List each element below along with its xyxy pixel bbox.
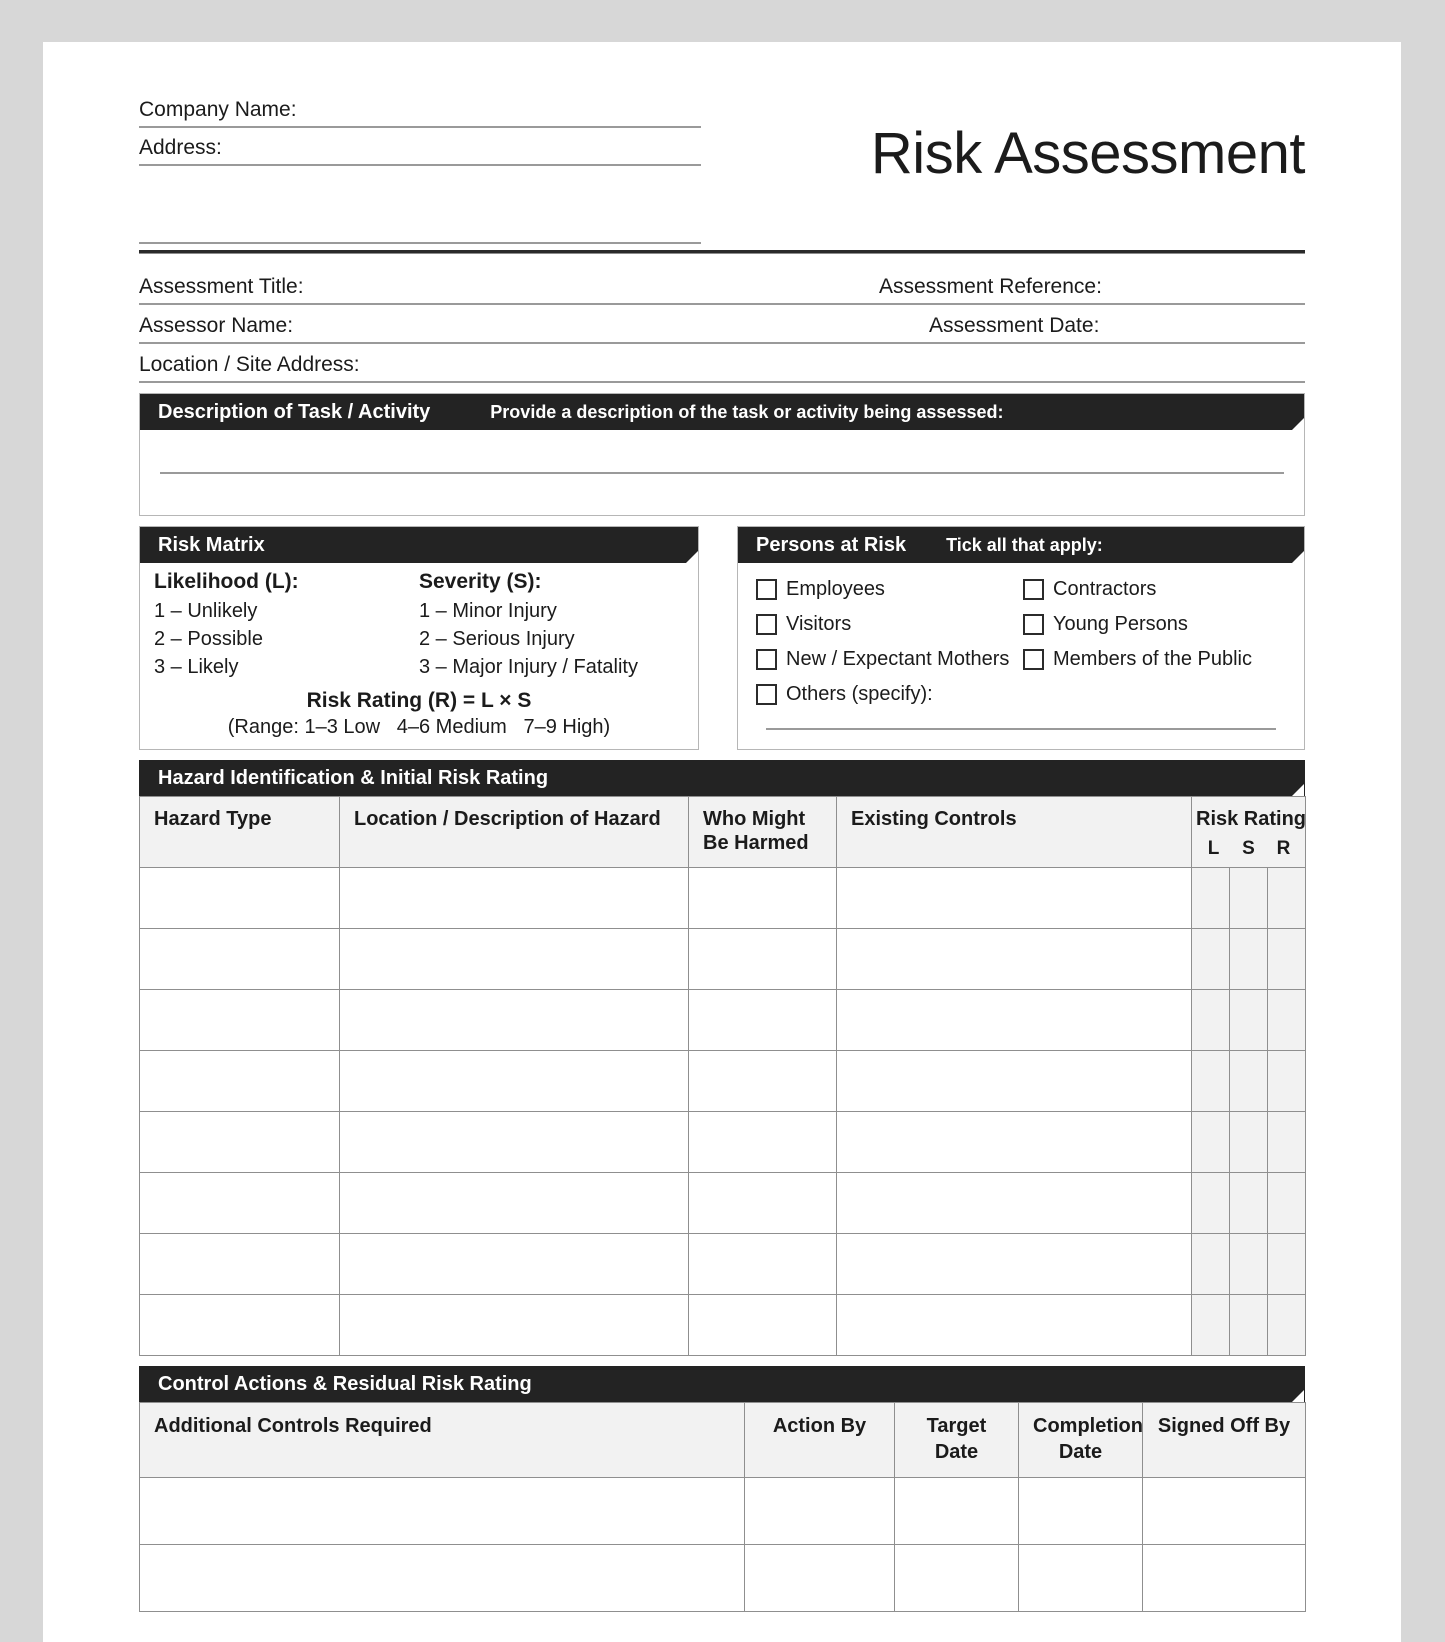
risk-rating-title: Risk Rating (1196, 808, 1307, 830)
checkbox-label-new-expectant-mothers: New / Expectant Mothers (786, 648, 1010, 670)
risk-rating-sub-r: R (1276, 838, 1291, 859)
cell-location[interactable] (340, 1112, 689, 1173)
cell-r[interactable] (1268, 1112, 1306, 1173)
risk-rating-formula: Risk Rating (R) = L × S (306, 689, 532, 712)
cell-r[interactable] (1268, 868, 1306, 929)
cell-controls[interactable] (837, 1173, 1192, 1234)
others-specify-write-line[interactable] (766, 728, 1276, 730)
cell-l[interactable] (1192, 1234, 1230, 1295)
persons-header-bar (738, 527, 1304, 563)
cell-location[interactable] (340, 868, 689, 929)
persons-heading: Persons at Risk (756, 533, 907, 556)
likelihood-heading: Likelihood (L): (154, 570, 299, 593)
severity-item-1: 1 – Minor Injury (419, 600, 557, 622)
cell-location[interactable] (340, 1051, 689, 1112)
persons-prompt: Tick all that apply: (946, 534, 1103, 555)
cell-action-by[interactable] (745, 1545, 895, 1612)
checkbox-row-young-persons[interactable] (1023, 607, 1290, 642)
address-field-line-2[interactable] (139, 206, 701, 244)
cell-location[interactable] (340, 1234, 689, 1295)
checkbox-icon[interactable] (1023, 614, 1044, 635)
cell-who-harmed[interactable] (689, 1112, 837, 1173)
cell-s[interactable] (1230, 868, 1268, 929)
col-header-existing-controls: Existing Controls (837, 797, 1192, 868)
checkbox-row-others[interactable] (756, 677, 1023, 712)
persons-right-column (1023, 572, 1290, 712)
cell-l[interactable] (1192, 990, 1230, 1051)
cell-hazard-type[interactable] (140, 1234, 340, 1295)
control-actions-table (139, 1402, 1306, 1612)
cell-controls[interactable] (837, 1295, 1192, 1356)
table-row[interactable] (140, 1295, 1306, 1356)
description-panel (139, 393, 1305, 516)
col-header-risk-rating (1192, 797, 1306, 868)
cell-who-harmed[interactable] (689, 1173, 837, 1234)
cell-l[interactable] (1192, 1112, 1230, 1173)
checkbox-icon[interactable] (756, 579, 777, 600)
location-row[interactable] (139, 344, 1305, 383)
cell-completion-date[interactable] (1019, 1545, 1143, 1612)
description-heading: Description of Task / Activity (158, 400, 431, 423)
cell-controls[interactable] (837, 1051, 1192, 1112)
cell-s[interactable] (1230, 1112, 1268, 1173)
persons-left-column (756, 572, 1023, 712)
assessor-name-label: Assessor Name: (139, 314, 294, 337)
checkbox-label-others: Others (specify): (786, 683, 933, 705)
document-title: Risk Assessment (870, 121, 1305, 186)
cell-l[interactable] (1192, 1051, 1230, 1112)
cell-hazard-type[interactable] (140, 1173, 340, 1234)
cell-s[interactable] (1230, 929, 1268, 990)
table-row[interactable] (140, 1234, 1306, 1295)
hazard-table-body (140, 868, 1306, 1356)
cell-additional-controls[interactable] (140, 1545, 745, 1612)
checkbox-label-young-persons: Young Persons (1053, 613, 1188, 635)
severity-column (419, 570, 684, 681)
description-write-line (160, 472, 1284, 474)
description-input-area[interactable] (140, 430, 1304, 515)
cell-signed-off-by[interactable] (1143, 1545, 1306, 1612)
cell-s[interactable] (1230, 1051, 1268, 1112)
likelihood-item-2: 2 – Possible (154, 628, 263, 650)
cell-hazard-type[interactable] (140, 929, 340, 990)
cell-target-date[interactable] (895, 1545, 1019, 1612)
checkbox-label-members-of-public: Members of the Public (1053, 648, 1252, 670)
cell-r[interactable] (1268, 1295, 1306, 1356)
persons-body (738, 563, 1304, 736)
cell-l[interactable] (1192, 1173, 1230, 1234)
control-actions-heading: Control Actions & Residual Risk Rating (158, 1373, 532, 1395)
hazard-table-section (139, 760, 1305, 1356)
severity-item-3: 3 – Major Injury / Fatality (419, 656, 638, 678)
hazard-table (139, 796, 1306, 1356)
cell-who-harmed[interactable] (689, 1051, 837, 1112)
table-row[interactable] (140, 1173, 1306, 1234)
persons-at-risk-panel (737, 526, 1305, 750)
risk-rating-sub-s: S (1242, 838, 1255, 859)
control-actions-header-bar (139, 1366, 1305, 1402)
cell-location[interactable] (340, 1295, 689, 1356)
assessment-title-label: Assessment Title: (139, 275, 304, 298)
cell-s[interactable] (1230, 1295, 1268, 1356)
company-name-label: Company Name: (139, 98, 297, 121)
risk-matrix-body (140, 563, 698, 749)
company-name-field[interactable] (139, 90, 701, 128)
severity-heading: Severity (S): (419, 570, 542, 593)
assessment-title-row[interactable] (139, 266, 1305, 305)
col-header-target-date: Target Date (895, 1403, 1019, 1478)
hazard-heading: Hazard Identification & Initial Risk Rating (158, 767, 549, 789)
control-actions-header-row (140, 1403, 1306, 1478)
col-header-action-by: Action By (745, 1403, 895, 1478)
cell-r[interactable] (1268, 1173, 1306, 1234)
cell-who-harmed[interactable] (689, 868, 837, 929)
cell-l[interactable] (1192, 929, 1230, 990)
hazard-header-bar (139, 760, 1305, 796)
checkbox-icon[interactable] (756, 649, 777, 670)
risk-rating-sub-l: L (1207, 838, 1220, 859)
risk-matrix-panel (139, 526, 699, 750)
cell-hazard-type[interactable] (140, 1295, 340, 1356)
address-label: Address: (139, 136, 222, 159)
address-field[interactable] (139, 128, 701, 166)
cell-controls[interactable] (837, 1234, 1192, 1295)
table-row[interactable] (140, 1478, 1306, 1545)
checkbox-row-employees[interactable] (756, 572, 1023, 607)
col-header-signed-off-by: Signed Off By (1143, 1403, 1306, 1478)
document-page (43, 42, 1401, 1642)
cell-l[interactable] (1192, 868, 1230, 929)
likelihood-item-3: 3 – Likely (154, 656, 239, 678)
cell-l[interactable] (1192, 1295, 1230, 1356)
cell-controls[interactable] (837, 929, 1192, 990)
cell-controls[interactable] (837, 990, 1192, 1051)
control-actions-body (140, 1478, 1306, 1612)
description-header-bar (140, 394, 1304, 430)
col-header-completion-date: Completion Date (1019, 1403, 1143, 1478)
severity-item-2: 2 – Serious Injury (419, 628, 575, 650)
col-header-hazard-type: Hazard Type (140, 797, 340, 868)
checkbox-label-visitors: Visitors (786, 613, 852, 635)
likelihood-item-1: 1 – Unlikely (154, 600, 258, 622)
risk-matrix-heading: Risk Matrix (158, 533, 265, 556)
cell-r[interactable] (1268, 1051, 1306, 1112)
cell-r[interactable] (1268, 929, 1306, 990)
cell-location[interactable] (340, 1173, 689, 1234)
checkbox-icon[interactable] (756, 614, 777, 635)
risk-matrix-header-bar (140, 527, 698, 563)
cell-signed-off-by[interactable] (1143, 1478, 1306, 1545)
table-row[interactable] (140, 990, 1306, 1051)
cell-target-date[interactable] (895, 1478, 1019, 1545)
table-row[interactable] (140, 1545, 1306, 1612)
cell-action-by[interactable] (745, 1478, 895, 1545)
col-header-location-description: Location / Description of Hazard (340, 797, 689, 868)
table-row[interactable] (140, 1112, 1306, 1173)
cell-hazard-type[interactable] (140, 868, 340, 929)
cell-completion-date[interactable] (1019, 1478, 1143, 1545)
cell-hazard-type[interactable] (140, 1112, 340, 1173)
cell-location[interactable] (340, 929, 689, 990)
checkbox-icon[interactable] (1023, 649, 1044, 670)
cell-s[interactable] (1230, 1173, 1268, 1234)
col-header-additional-controls: Additional Controls Required (140, 1403, 745, 1478)
page-content (139, 90, 1305, 1612)
matrix-persons-row (139, 526, 1305, 750)
cell-additional-controls[interactable] (140, 1478, 745, 1545)
cell-who-harmed[interactable] (689, 1295, 837, 1356)
table-row[interactable] (140, 929, 1306, 990)
col-header-who-might-be-harmed: Who Might Be Harmed (689, 797, 837, 868)
cell-controls[interactable] (837, 1112, 1192, 1173)
table-row[interactable] (140, 1051, 1306, 1112)
cell-location[interactable] (340, 990, 689, 1051)
risk-rating-range: (Range: 1–3 Low 4–6 Medium 7–9 High) (227, 716, 611, 738)
assessor-name-row[interactable] (139, 305, 1305, 344)
cell-hazard-type[interactable] (140, 1051, 340, 1112)
cell-r[interactable] (1268, 1234, 1306, 1295)
header-divider (139, 250, 1305, 254)
cell-s[interactable] (1230, 990, 1268, 1051)
description-prompt: Provide a description of the task or activity being assessed: (490, 401, 1004, 422)
cell-r[interactable] (1268, 990, 1306, 1051)
checkbox-row-contractors[interactable] (1023, 572, 1290, 607)
checkbox-row-members-of-public[interactable] (1023, 642, 1290, 677)
cell-who-harmed[interactable] (689, 990, 837, 1051)
checkbox-icon[interactable] (1023, 579, 1044, 600)
cell-controls[interactable] (837, 868, 1192, 929)
checkbox-row-visitors[interactable] (756, 607, 1023, 642)
checkbox-row-new-expectant-mothers[interactable] (756, 642, 1023, 677)
cell-hazard-type[interactable] (140, 990, 340, 1051)
assessment-reference-label: Assessment Reference: (879, 275, 1102, 298)
cell-who-harmed[interactable] (689, 1234, 837, 1295)
checkbox-icon[interactable] (756, 684, 777, 705)
cell-who-harmed[interactable] (689, 929, 837, 990)
control-actions-section (139, 1366, 1305, 1612)
likelihood-column (154, 570, 419, 681)
checkbox-label-contractors: Contractors (1053, 578, 1157, 600)
assessment-date-label: Assessment Date: (929, 314, 1100, 337)
checkbox-label-employees: Employees (786, 578, 885, 600)
cell-s[interactable] (1230, 1234, 1268, 1295)
table-row[interactable] (140, 868, 1306, 929)
location-label: Location / Site Address: (139, 353, 360, 376)
hazard-table-header-row (140, 797, 1306, 868)
